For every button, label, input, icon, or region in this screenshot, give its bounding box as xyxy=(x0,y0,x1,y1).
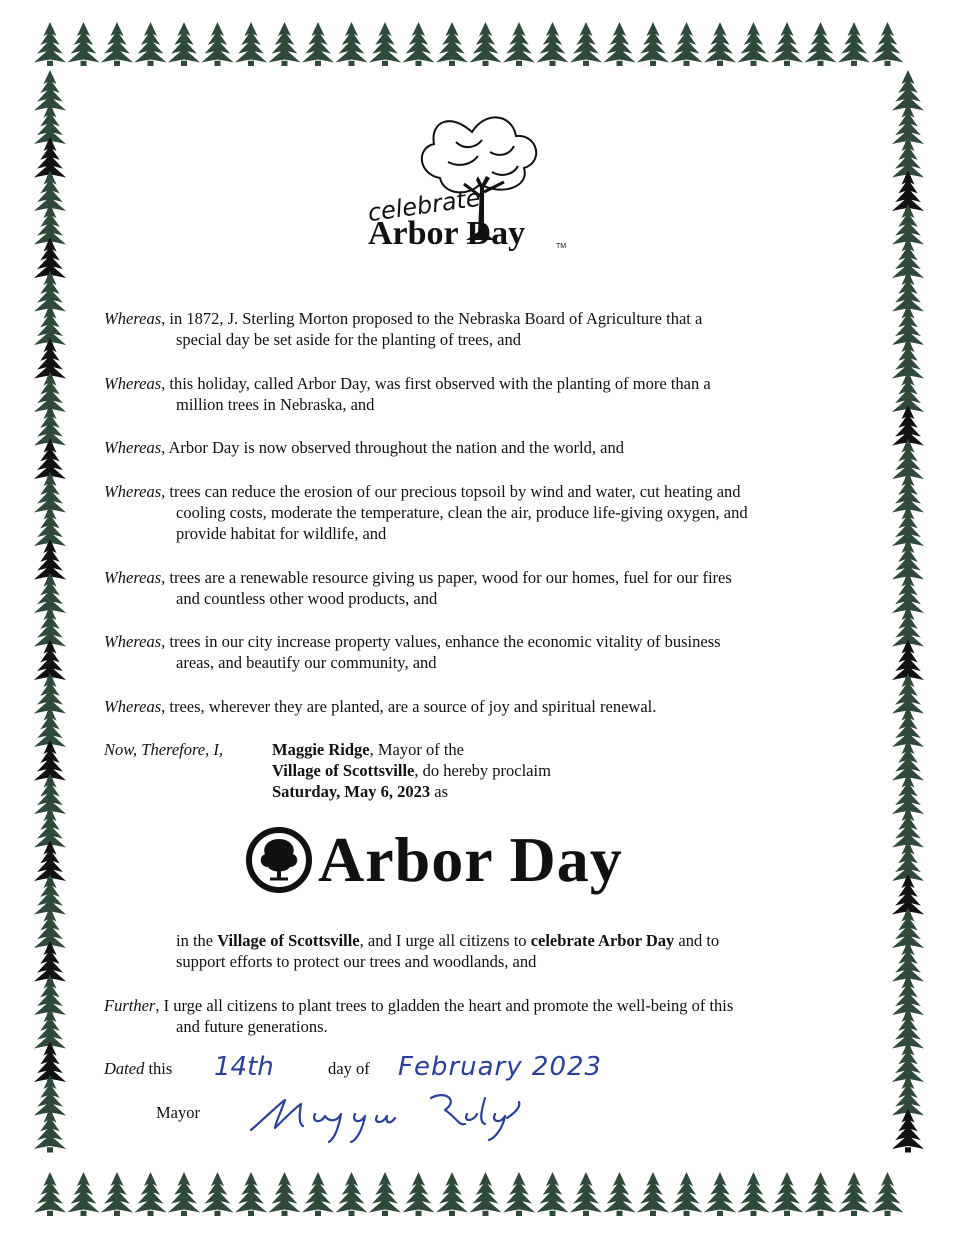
now-therefore-lead: Now, Therefore, I, xyxy=(104,740,224,759)
whereas-clause xyxy=(104,696,844,717)
whereas-clause xyxy=(104,481,844,544)
pine-tree-icon xyxy=(302,22,334,66)
mayor-signature-icon xyxy=(245,1078,535,1148)
whereas-clause xyxy=(104,373,844,415)
mayor-line: Maggie Ridge, Mayor of the xyxy=(272,740,465,759)
pine-tree-icon xyxy=(737,22,769,66)
pine-tree-icon xyxy=(34,1172,66,1216)
pine-tree-icon xyxy=(503,1172,535,1216)
mayor-name: Maggie Ridge xyxy=(272,740,370,759)
pine-tree-icon xyxy=(168,22,200,66)
pine-tree-icon xyxy=(871,1172,903,1216)
pine-tree-icon xyxy=(235,1172,267,1216)
whereas-clause xyxy=(104,437,844,458)
pine-tree-icon xyxy=(101,22,133,66)
dated-label: Dated this xyxy=(104,1059,173,1078)
date-line: Saturday, May 6, 2023 as xyxy=(272,782,449,801)
pine-tree-icon xyxy=(603,1172,635,1216)
whereas-line: provide habitat for wildlife, and xyxy=(176,524,387,543)
urge-line-2: support efforts to protect our trees and woodlands, and xyxy=(176,952,537,971)
whereas-line: Whereas, trees, wherever they are planted, are a source of joy and spiritual renewal. xyxy=(104,697,657,716)
whereas-line: Whereas, trees in our city increase property values, enhance the economic vitality of business xyxy=(104,632,721,651)
pine-tree-icon xyxy=(670,1172,702,1216)
pine-tree-icon xyxy=(436,22,468,66)
handwritten-day: 14th xyxy=(214,1052,274,1082)
pine-tree-icon xyxy=(871,22,903,66)
whereas-line: special day be set aside for the planting of trees, and xyxy=(176,330,522,349)
whereas-clause xyxy=(104,631,844,673)
pine-tree-icon xyxy=(704,22,736,66)
pine-tree-icon xyxy=(670,22,702,66)
pine-tree-icon xyxy=(335,1172,367,1216)
pine-tree-icon xyxy=(603,22,635,66)
pine-tree-icon xyxy=(402,22,434,66)
village-name: Village of Scottsville xyxy=(272,761,415,780)
celebrate-arbor-day-logo xyxy=(360,92,580,262)
further-clause xyxy=(104,995,844,1037)
whereas-line: Whereas, Arbor Day is now observed throughout the nation and the world, and xyxy=(104,438,624,457)
pine-tree-icon xyxy=(804,1172,836,1216)
proclaimed-date: Saturday, May 6, 2023 xyxy=(272,782,431,801)
whereas-line: million trees in Nebraska, and xyxy=(176,395,375,414)
pine-tree-icon xyxy=(268,22,300,66)
pine-tree-icon xyxy=(134,1172,166,1216)
whereas-clause xyxy=(104,567,844,609)
further-line-1: Further, I urge all citizens to plant trees to gladden the heart and promote the well-being of this xyxy=(104,996,734,1015)
pine-tree-icon xyxy=(469,22,501,66)
pine-tree-icon xyxy=(402,1172,434,1216)
logo-script-text: celebrate xyxy=(366,183,483,228)
pine-tree-icon xyxy=(771,1172,803,1216)
whereas-clause xyxy=(104,308,844,350)
pine-tree-icon xyxy=(436,1172,468,1216)
pine-tree-icon xyxy=(838,22,870,66)
pine-tree-icon xyxy=(838,1172,870,1216)
handwritten-month-year: February 2023 xyxy=(398,1052,603,1082)
pine-tree-icon xyxy=(369,22,401,66)
pine-tree-icon xyxy=(201,1172,233,1216)
urge-line-1: in the Village of Scottsville, and I urge all citizens to celebrate Arbor Day and to xyxy=(176,931,720,950)
pine-tree-icon xyxy=(67,1172,99,1216)
whereas-line: and countless other wood products, and xyxy=(176,589,438,608)
pine-tree-icon xyxy=(771,22,803,66)
pine-tree-icon xyxy=(804,22,836,66)
pine-tree-icon xyxy=(704,1172,736,1216)
whereas-line: Whereas, in 1872, J. Sterling Morton proposed to the Nebraska Board of Agriculture that a xyxy=(104,309,703,328)
village-line: Village of Scottsville, do hereby proclaim xyxy=(272,761,551,780)
whereas-line: cooling costs, moderate the temperature, clean the air, produce life-giving oxygen, and xyxy=(176,503,748,522)
tree-logo-icon xyxy=(360,92,580,262)
pine-tree-icon xyxy=(570,1172,602,1216)
whereas-line: Whereas, this holiday, called Arbor Day, was first observed with the planting of more than a xyxy=(104,374,711,393)
pine-tree-icon xyxy=(67,22,99,66)
mayor-label: Mayor xyxy=(156,1103,200,1122)
pine-tree-icon xyxy=(101,1172,133,1216)
further-line-2: and future generations. xyxy=(176,1017,328,1036)
pine-tree-icon xyxy=(570,22,602,66)
pine-tree-icon xyxy=(637,22,669,66)
whereas-line: Whereas, trees can reduce the erosion of our precious topsoil by wind and water, cut heating and xyxy=(104,482,741,501)
logo-trademark: TM xyxy=(556,243,567,250)
whereas-line: Whereas, trees are a renewable resource giving us paper, wood for our homes, fuel for our fires xyxy=(104,568,732,587)
arbor-day-title: Arbor Day xyxy=(318,824,623,895)
pine-tree-icon xyxy=(335,22,367,66)
pine-tree-icon xyxy=(268,1172,300,1216)
pine-tree-icon xyxy=(201,22,233,66)
whereas-line: areas, and beautify our community, and xyxy=(176,653,437,672)
pine-tree-icon xyxy=(536,22,568,66)
arbor-day-seal-icon xyxy=(246,827,312,893)
pine-tree-icon xyxy=(34,22,66,66)
pine-tree-icon xyxy=(503,22,535,66)
day-of-label: day of xyxy=(328,1059,370,1078)
pine-tree-icon xyxy=(302,1172,334,1216)
pine-tree-icon xyxy=(369,1172,401,1216)
logo-title-text: Arbor Day xyxy=(368,215,526,252)
pine-tree-icon xyxy=(134,22,166,66)
pine-tree-icon xyxy=(168,1172,200,1216)
pine-tree-icon xyxy=(235,22,267,66)
pine-tree-icon xyxy=(34,1109,66,1153)
pine-tree-icon xyxy=(637,1172,669,1216)
urge-clause xyxy=(104,930,844,972)
pine-tree-icon xyxy=(892,1109,924,1153)
pine-tree-icon xyxy=(469,1172,501,1216)
pine-tree-icon xyxy=(536,1172,568,1216)
pine-tree-icon xyxy=(737,1172,769,1216)
arbor-day-banner xyxy=(240,815,710,905)
